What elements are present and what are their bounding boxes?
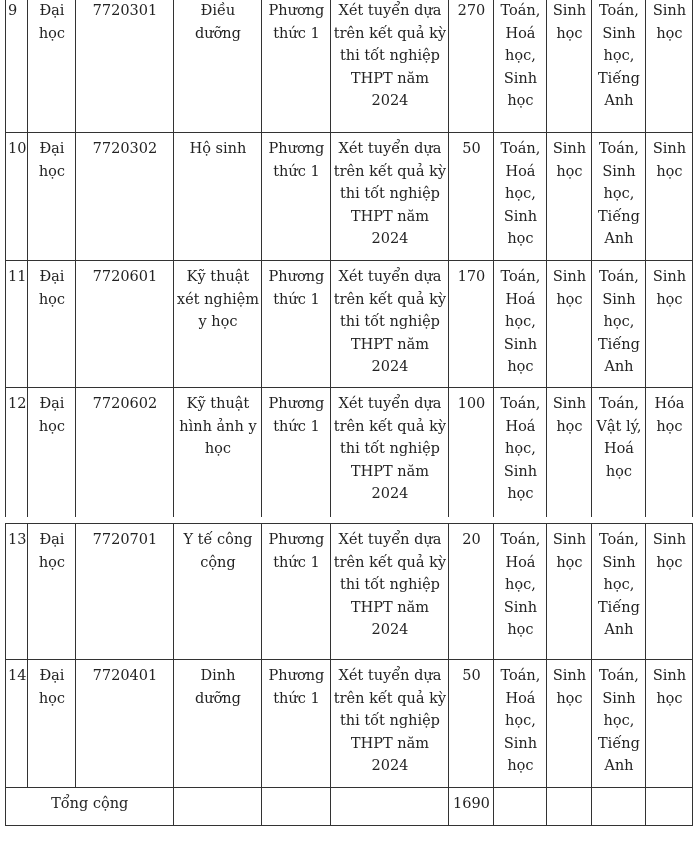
quota-cell: 50 bbox=[449, 660, 494, 788]
level-cell: Đại học bbox=[28, 524, 76, 660]
empty-cell bbox=[262, 788, 331, 826]
row-number-cell: 12 bbox=[6, 388, 28, 519]
subject-combination-1-cell: Toán, Hoá học, Sinh học bbox=[494, 0, 547, 133]
subject-combination-2-cell: Toán, Vật lý, Hoá học bbox=[592, 388, 646, 519]
table-row bbox=[6, 388, 693, 519]
major-name-cell: Dinh dưỡng bbox=[174, 660, 262, 788]
subject-combination-2-cell: Toán, Sinh học, Tiếng Anh bbox=[592, 133, 646, 261]
method-cell: Phương thức 1 bbox=[262, 261, 331, 388]
empty-cell bbox=[592, 788, 646, 826]
subject-combination-2-cell: Toán, Sinh học, Tiếng Anh bbox=[592, 524, 646, 660]
criteria-cell: Xét tuyển dựa trên kết quả kỳ thi tốt nghiệp THPT năm 2024 bbox=[331, 660, 449, 788]
major-name-cell: Kỹ thuật hình ảnh y học bbox=[174, 388, 262, 519]
major-code-cell: 7720601 bbox=[76, 261, 174, 388]
quota-cell: 100 bbox=[449, 388, 494, 519]
table-row bbox=[6, 524, 693, 660]
empty-cell bbox=[547, 788, 592, 826]
method-cell: Phương thức 1 bbox=[262, 524, 331, 660]
main-subject-1-cell: Sinh học bbox=[547, 261, 592, 388]
main-subject-2-cell: Sinh học bbox=[646, 0, 693, 133]
table-row bbox=[6, 0, 693, 133]
level-cell: Đại học bbox=[28, 133, 76, 261]
admissions-table-top bbox=[5, 0, 693, 519]
subject-combination-1-cell: Toán, Hoá học, Sinh học bbox=[494, 388, 547, 519]
subject-combination-2-cell: Toán, Sinh học, Tiếng Anh bbox=[592, 261, 646, 388]
subject-combination-1-cell: Toán, Hoá học, Sinh học bbox=[494, 524, 547, 660]
main-subject-2-cell: Sinh học bbox=[646, 524, 693, 660]
level-cell: Đại học bbox=[28, 261, 76, 388]
row-number-cell: 14 bbox=[6, 660, 28, 788]
main-subject-1-cell: Sinh học bbox=[547, 660, 592, 788]
subject-combination-1-cell: Toán, Hoá học, Sinh học bbox=[494, 133, 547, 261]
method-cell: Phương thức 1 bbox=[262, 133, 331, 261]
level-cell: Đại học bbox=[28, 660, 76, 788]
method-cell: Phương thức 1 bbox=[262, 660, 331, 788]
quota-cell: 50 bbox=[449, 133, 494, 261]
main-subject-2-cell: Sinh học bbox=[646, 660, 693, 788]
quota-cell: 20 bbox=[449, 524, 494, 660]
major-code-cell: 7720701 bbox=[76, 524, 174, 660]
table-row bbox=[6, 133, 693, 261]
major-name-cell: Y tế công cộng bbox=[174, 524, 262, 660]
total-value: 1690 bbox=[449, 788, 494, 826]
main-subject-1-cell: Sinh học bbox=[547, 524, 592, 660]
major-code-cell: 7720401 bbox=[76, 660, 174, 788]
main-subject-2-cell: Sinh học bbox=[646, 133, 693, 261]
quota-cell: 170 bbox=[449, 261, 494, 388]
row-number-cell: 11 bbox=[6, 261, 28, 388]
row-number-cell: 13 bbox=[6, 524, 28, 660]
empty-cell bbox=[494, 788, 547, 826]
total-label: Tổng cộng bbox=[6, 788, 174, 826]
empty-cell bbox=[331, 788, 449, 826]
main-subject-1-cell: Sinh học bbox=[547, 133, 592, 261]
row-number-cell: 10 bbox=[6, 133, 28, 261]
row-number-cell: 9 bbox=[6, 0, 28, 133]
subject-combination-1-cell: Toán, Hoá học, Sinh học bbox=[494, 261, 547, 388]
main-subject-2-cell: Sinh học bbox=[646, 261, 693, 388]
empty-cell bbox=[174, 788, 262, 826]
quota-cell: 270 bbox=[449, 0, 494, 133]
criteria-cell: Xét tuyển dựa trên kết quả kỳ thi tốt nghiệp THPT năm 2024 bbox=[331, 0, 449, 133]
criteria-cell: Xét tuyển dựa trên kết quả kỳ thi tốt nghiệp THPT năm 2024 bbox=[331, 388, 449, 519]
criteria-cell: Xét tuyển dựa trên kết quả kỳ thi tốt nghiệp THPT năm 2024 bbox=[331, 524, 449, 660]
major-name-cell: Điều dưỡng bbox=[174, 0, 262, 133]
criteria-cell: Xét tuyển dựa trên kết quả kỳ thi tốt nghiệp THPT năm 2024 bbox=[331, 261, 449, 388]
empty-cell bbox=[646, 788, 693, 826]
subject-combination-2-cell: Toán, Sinh học, Tiếng Anh bbox=[592, 0, 646, 133]
major-code-cell: 7720301 bbox=[76, 0, 174, 133]
subject-combination-2-cell: Toán, Sinh học, Tiếng Anh bbox=[592, 660, 646, 788]
admissions-table-bottom bbox=[5, 523, 693, 826]
criteria-cell: Xét tuyển dựa trên kết quả kỳ thi tốt nghiệp THPT năm 2024 bbox=[331, 133, 449, 261]
main-subject-2-cell: Hóa học bbox=[646, 388, 693, 519]
level-cell: Đại học bbox=[28, 388, 76, 519]
table-row bbox=[6, 660, 693, 788]
total-row bbox=[6, 788, 693, 826]
major-name-cell: Hộ sinh bbox=[174, 133, 262, 261]
method-cell: Phương thức 1 bbox=[262, 0, 331, 133]
level-cell: Đại học bbox=[28, 0, 76, 133]
major-code-cell: 7720302 bbox=[76, 133, 174, 261]
table-row bbox=[6, 261, 693, 388]
major-code-cell: 7720602 bbox=[76, 388, 174, 519]
subject-combination-1-cell: Toán, Hoá học, Sinh học bbox=[494, 660, 547, 788]
major-name-cell: Kỹ thuật xét nghiệm y học bbox=[174, 261, 262, 388]
method-cell: Phương thức 1 bbox=[262, 388, 331, 519]
main-subject-1-cell: Sinh học bbox=[547, 388, 592, 519]
main-subject-1-cell: Sinh học bbox=[547, 0, 592, 133]
